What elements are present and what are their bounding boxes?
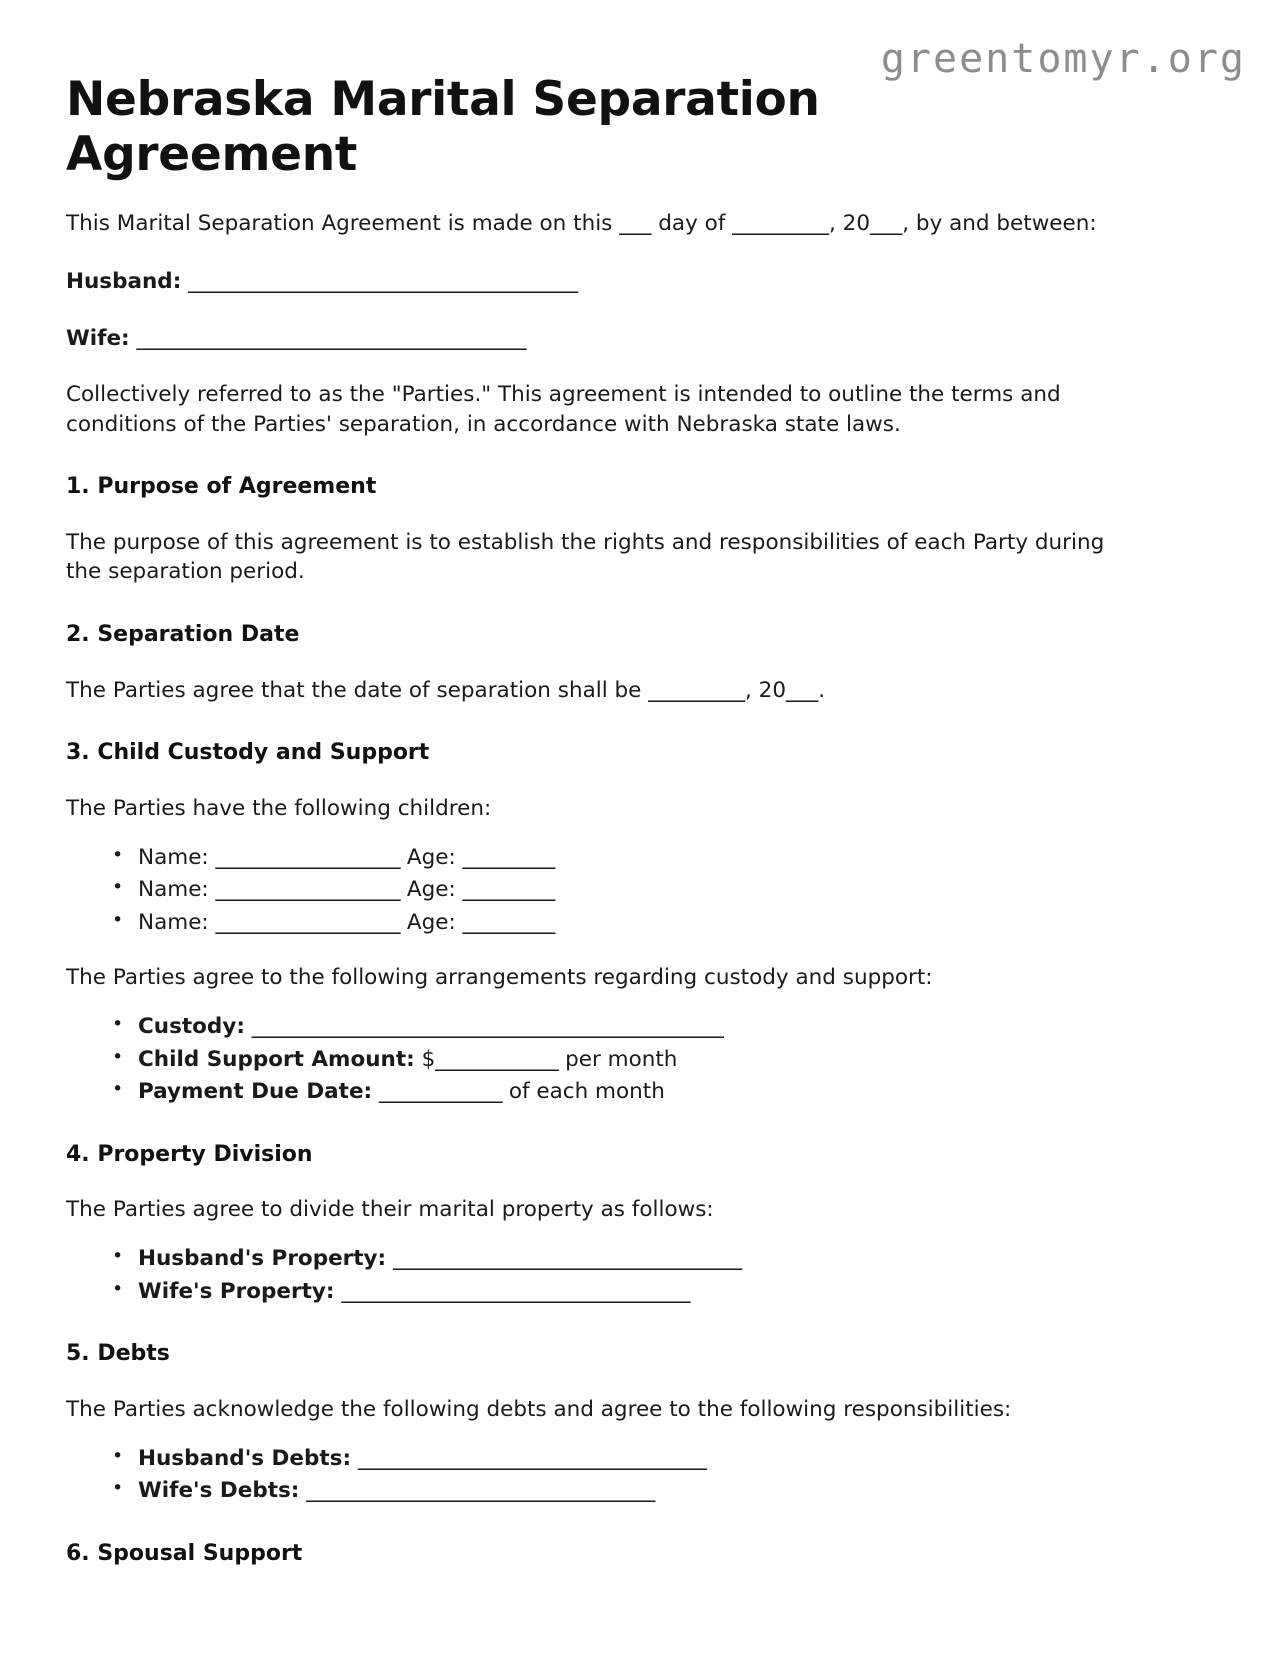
husband-field-row <box>66 267 1216 297</box>
child-name-blank[interactable]: __________________ <box>215 877 401 903</box>
wife-field-row <box>66 324 1216 354</box>
child-name-label: Name: <box>138 877 209 903</box>
list-item <box>138 1278 1216 1307</box>
child-age-blank[interactable]: _________ <box>462 877 555 903</box>
list-item <box>138 1445 1216 1474</box>
child-age-label: Age: <box>406 844 456 870</box>
section-heading-purpose: 1. Purpose of Agreement <box>66 474 377 500</box>
payment-due-date-label: Payment Due Date: <box>138 1079 373 1105</box>
section-heading-child-custody: 3. Child Custody and Support <box>66 740 430 766</box>
children-list <box>66 844 1216 938</box>
custody-blank[interactable]: ______________________________________________ <box>251 1014 724 1040</box>
section-heading-spousal-support: 6. Spousal Support <box>66 1540 303 1566</box>
husband-debts-label: Husband's Debts: <box>138 1445 352 1471</box>
arrangements-list <box>66 1013 1216 1107</box>
list-item <box>138 1078 1216 1107</box>
child-support-amount-blank[interactable]: ____________ <box>435 1046 559 1072</box>
list-item <box>138 1245 1216 1274</box>
wife-label: Wife: <box>66 326 130 352</box>
list-item <box>138 909 1216 938</box>
husband-property-blank[interactable]: __________________________________ <box>393 1246 742 1272</box>
section-body-purpose: The purpose of this agreement is to establish the rights and responsibilities of each Party during the separation period. <box>66 529 1105 585</box>
husband-debts-blank[interactable]: __________________________________ <box>357 1445 707 1471</box>
child-age-blank[interactable]: _________ <box>462 909 555 935</box>
section-heading-debts: 5. Debts <box>66 1341 170 1367</box>
wife-debts-blank[interactable]: __________________________________ <box>306 1478 655 1504</box>
wife-property-label: Wife's Property: <box>138 1278 335 1304</box>
section-heading-property-division: 4. Property Division <box>66 1141 313 1167</box>
wife-debts-label: Wife's Debts: <box>138 1478 300 1504</box>
child-name-label: Name: <box>138 844 209 870</box>
child-name-label: Name: <box>138 909 209 935</box>
child-age-label: Age: <box>406 909 456 935</box>
collective-paragraph: Collectively referred to as the "Parties." This agreement is intended to outline the terms and conditions of the Parties' separation, in accordance with Nebraska state laws. <box>66 381 1061 437</box>
wife-blank[interactable]: ______________________________________ <box>136 326 526 352</box>
wife-property-blank[interactable]: __________________________________ <box>341 1278 690 1304</box>
debts-list <box>66 1445 1216 1506</box>
child-name-blank[interactable]: __________________ <box>215 909 401 935</box>
list-item <box>138 1477 1216 1506</box>
list-item <box>138 1013 1216 1042</box>
arrangements-intro: The Parties agree to the following arrangements regarding custody and support: <box>66 965 933 991</box>
child-support-amount-suffix: per month <box>558 1046 678 1072</box>
custody-label: Custody: <box>138 1014 245 1040</box>
list-item <box>138 1046 1216 1075</box>
property-intro: The Parties agree to divide their marital property as follows: <box>66 1197 714 1223</box>
currency-symbol: $ <box>421 1046 436 1072</box>
husband-property-label: Husband's Property: <box>138 1246 387 1272</box>
child-age-blank[interactable]: _________ <box>462 844 555 870</box>
child-support-amount-label: Child Support Amount: <box>138 1046 415 1072</box>
property-list <box>66 1245 1216 1306</box>
intro-paragraph: This Marital Separation Agreement is made on this ___ day of _________, 20___, by and between: <box>66 210 1097 236</box>
child-age-label: Age: <box>406 877 456 903</box>
list-item <box>138 876 1216 905</box>
page-title: Nebraska Marital Separation Agreement <box>66 72 820 183</box>
payment-due-date-suffix: of each month <box>501 1079 665 1105</box>
children-intro: The Parties have the following children: <box>66 795 492 821</box>
husband-blank[interactable]: ______________________________________ <box>188 268 578 294</box>
section-heading-separation-date: 2. Separation Date <box>66 622 300 648</box>
payment-due-date-blank[interactable]: ____________ <box>378 1079 502 1105</box>
child-name-blank[interactable]: __________________ <box>215 844 401 870</box>
site-watermark: greentomyr.org <box>880 36 1246 82</box>
list-item <box>138 844 1216 873</box>
debts-intro: The Parties acknowledge the following debts and agree to the following responsibilities: <box>66 1396 1012 1422</box>
section-body-separation-date: The Parties agree that the date of separation shall be _________, 20___. <box>66 677 826 703</box>
husband-label: Husband: <box>66 268 182 294</box>
